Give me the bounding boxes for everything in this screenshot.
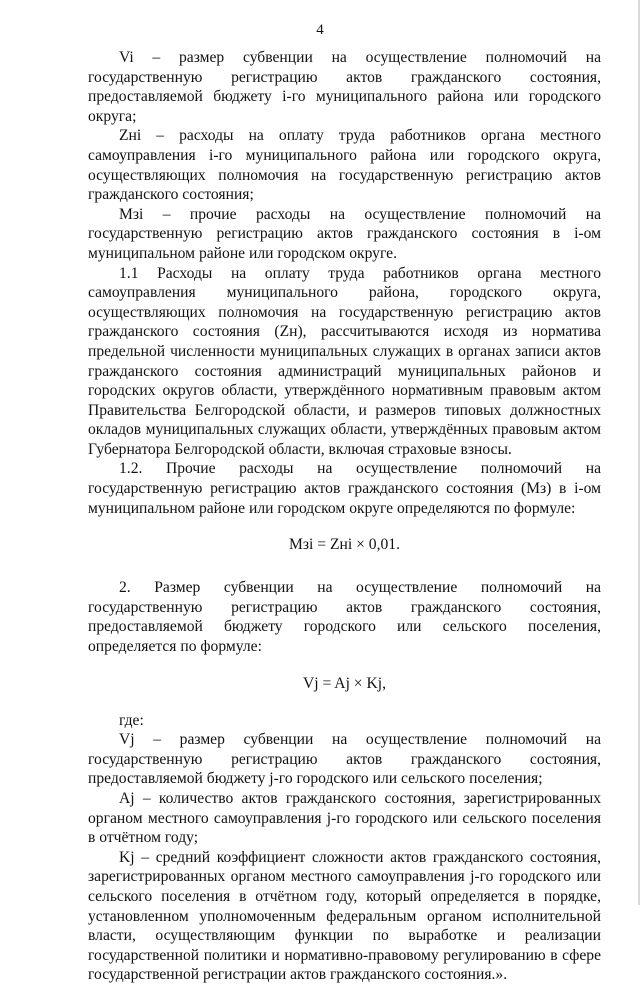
definition-vj: Vj – размер субвенции на осуществление полномочий на государственную регистрацию актов гражданского состояния, предоставляемой бюджету j-го городского или сельского поселения; bbox=[88, 731, 601, 788]
definition-zn-i: Zнi – расходы на оплату труда работников органа местного самоуправления i-го муниципального района или городского округа, осуществляющих полномочия на государственную регистрацию актов гражданского состояния; bbox=[88, 127, 601, 204]
definition-kj: Kj – средний коэффициент сложности актов гражданского состояния, зарегистрированных органом местного самоуправления j-го городского или сельского поселения в отчётном году, который определяется в порядке, установленном уполномоченным федеральным органом исполнительной власти, осуществляющим функции по выработке и реализации государственной политики и нормативно-правовому регулированию в сфере государственной регистрации актов гражданского состояния.». bbox=[88, 848, 601, 984]
definition-aj: Aj – количество актов гражданского состояния, зарегистрированных органом местного самоуправления j-го городского или сельского поселения в отчётном году; bbox=[88, 790, 601, 847]
page-number: 4 bbox=[316, 22, 324, 38]
document-body bbox=[88, 48, 601, 985]
definition-vi: Vi – размер субвенции на осуществление полномочий на государственную регистрацию актов гражданского состояния, предоставляемой бюджету i-го муниципального района или городского округа; bbox=[88, 49, 601, 125]
paragraph-1-2: 1.2. Прочие расходы на осуществление полномочий на государственную регистрацию актов гражданского состояния (Mз) в i-ом муниципальном районе или городском округе определяются по формуле: bbox=[88, 460, 601, 517]
formula-mz: Mзi = Zнi × 0,01. bbox=[289, 536, 400, 554]
formula-vj: Vj = Aj × Kj, bbox=[302, 674, 386, 692]
definition-mz-i: Mзi – прочие расходы на осуществление полномочий на государственную регистрацию актов гражданского состояния в i-ом муниципальном районе или городском округе. bbox=[88, 205, 601, 262]
paragraph-2: 2. Размер субвенции на осуществление полномочий на государственную регистрацию актов гражданского состояния, предоставляемой бюджету городского или сельского поселения, определяется по формуле: bbox=[88, 579, 601, 656]
paragraph-1-1: 1.1 Расходы на оплату труда работников органа местного самоуправления муниципального района, городского округа, осуществляющих полномочия на государственную регистрацию актов гражданского состояния (Zн), рассчитываются исходя из норматива предельной численности муниципальных служащих в органах записи актов гражданского состояния администраций муниципальных районов и городских округов области, утверждённого нормативным правовым актом Правительства Белгородской области, и размеров типовых должностных окладов муниципальных служащих области, утверждённых правовым актом Губернатора Белгородской области, включая страховые взносы. bbox=[88, 264, 601, 458]
where-label: где: bbox=[119, 711, 144, 729]
